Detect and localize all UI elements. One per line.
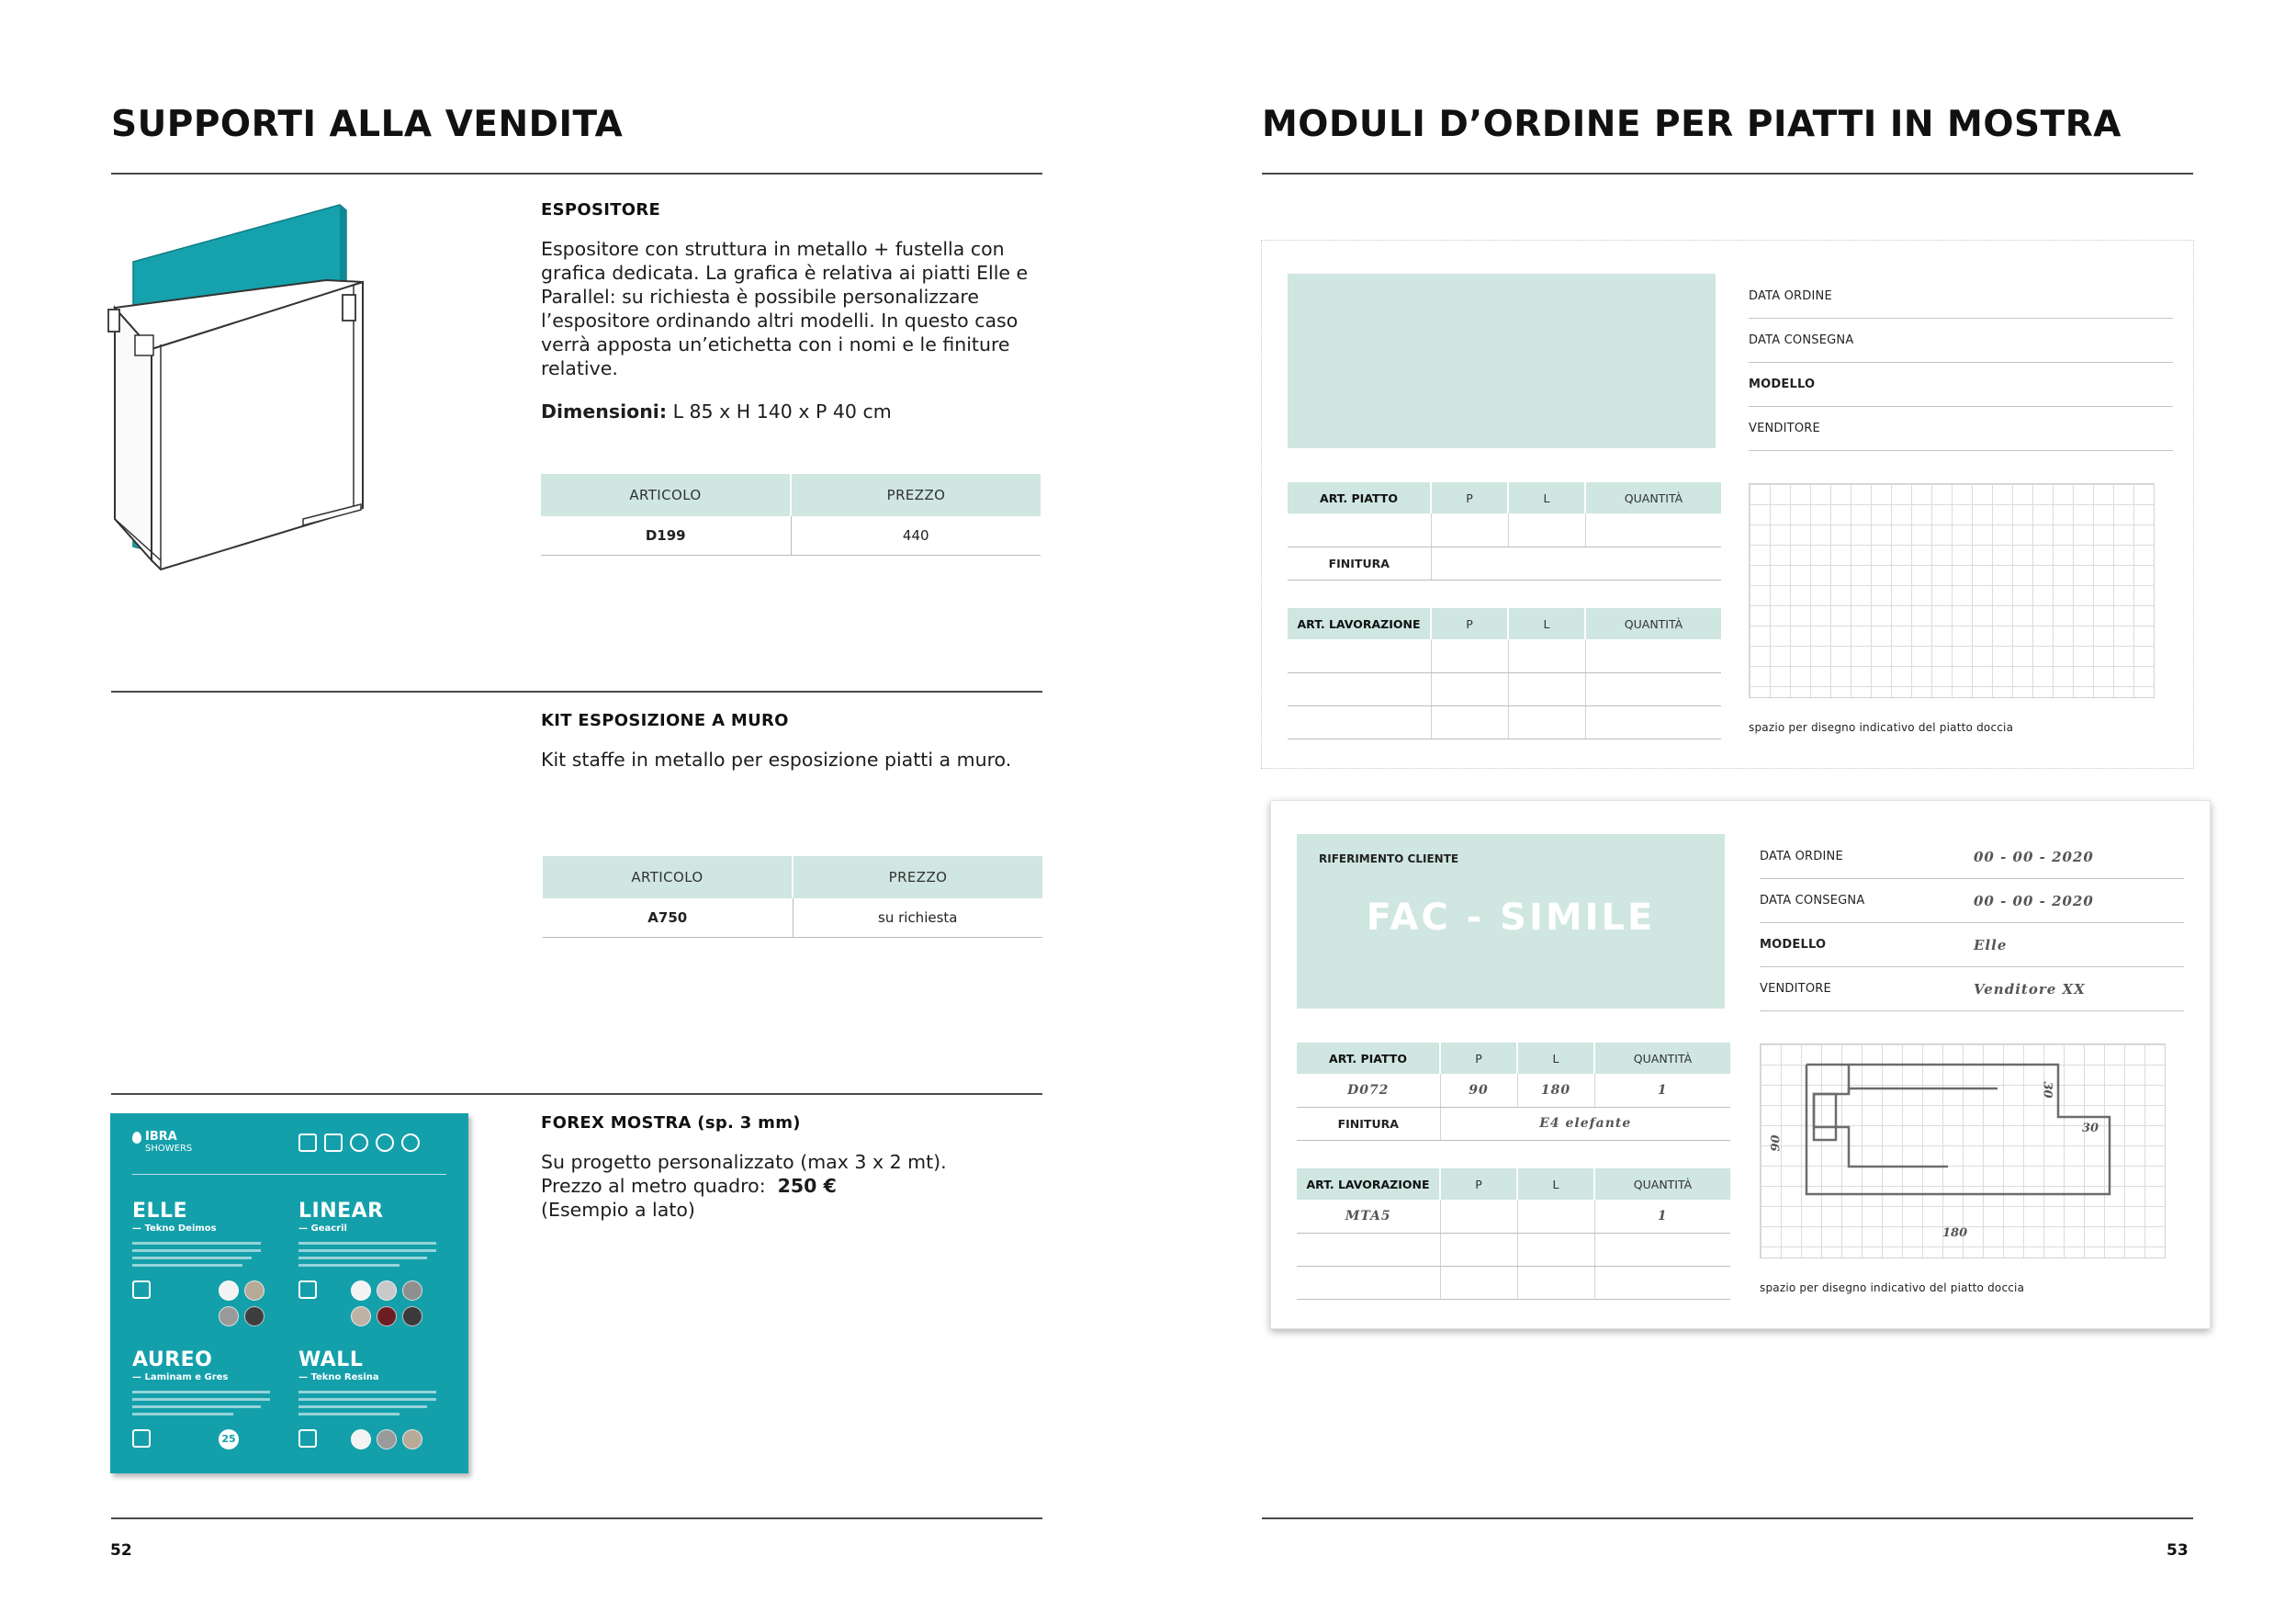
feature-icon bbox=[350, 1133, 368, 1152]
forex-price-value: 250 € bbox=[777, 1175, 837, 1197]
lavorazione-quantita: 1 bbox=[1657, 1208, 1668, 1224]
table-cell bbox=[1431, 705, 1508, 739]
color-swatch bbox=[351, 1280, 371, 1301]
poster-panel-wall-sub: — Tekno Resina bbox=[298, 1372, 379, 1382]
finitura-value: E4 elefante bbox=[1539, 1116, 1632, 1131]
table-cell bbox=[1288, 672, 1431, 705]
grid-caption: spazio per disegno indicativo del piatto doccia bbox=[1749, 721, 2014, 734]
warranty-badge: 25 bbox=[219, 1429, 239, 1449]
field-label-venditore: VENDITORE bbox=[1749, 422, 1820, 435]
forex-line-2 bbox=[541, 1174, 1037, 1198]
color-swatch bbox=[402, 1429, 422, 1449]
color-swatch bbox=[351, 1306, 371, 1326]
table-row bbox=[1288, 513, 1721, 547]
field-label-data-consegna: DATA CONSEGNA bbox=[1749, 333, 1854, 347]
poster-panel-wall-title: WALL bbox=[298, 1348, 364, 1371]
header-quantita: QUANTITÀ bbox=[1585, 482, 1721, 513]
articolo-code: D199 bbox=[541, 516, 791, 555]
field-line bbox=[1760, 922, 2184, 923]
table-cell bbox=[1585, 672, 1721, 705]
header-p: P bbox=[1440, 1168, 1517, 1200]
footer-rule bbox=[111, 1517, 1042, 1519]
material-icon bbox=[298, 1280, 317, 1299]
espositore-dimensions bbox=[541, 400, 1037, 423]
table-row bbox=[1297, 1107, 1730, 1140]
table-cell bbox=[1594, 1266, 1730, 1299]
color-swatch bbox=[351, 1429, 371, 1449]
poster-text-line bbox=[132, 1249, 261, 1252]
table-cell bbox=[1431, 672, 1508, 705]
color-swatch bbox=[244, 1306, 264, 1326]
color-swatch bbox=[377, 1306, 397, 1326]
field-value-modello: Elle bbox=[1974, 937, 2008, 953]
poster-text-line bbox=[132, 1257, 252, 1259]
espositore-heading: ESPOSITORE bbox=[541, 200, 661, 220]
footer-rule bbox=[1262, 1517, 2193, 1519]
header-art-lavorazione: ART. LAVORAZIONE bbox=[1297, 1168, 1440, 1200]
table-row bbox=[1297, 1200, 1730, 1233]
finitura-label: FINITURA bbox=[1297, 1107, 1440, 1140]
left-page-title: SUPPORTI ALLA VENDITA bbox=[111, 104, 624, 145]
field-label-modello: MODELLO bbox=[1760, 938, 1827, 952]
espositore-price-table bbox=[541, 474, 1041, 556]
table-cell bbox=[1517, 1233, 1594, 1266]
kit-description: Kit staffe in metallo per esposizione piatti a muro. bbox=[541, 749, 1012, 771]
poster-brand: IBRA bbox=[145, 1130, 177, 1144]
right-page-title: MODULI D’ORDINE PER PIATTI IN MOSTRA bbox=[1262, 104, 2122, 145]
table-cell bbox=[1585, 705, 1721, 739]
lavorazione-qty-cell bbox=[1594, 1200, 1730, 1233]
table-header-articolo: ARTICOLO bbox=[543, 856, 793, 898]
table-cell bbox=[1594, 1233, 1730, 1266]
finitura-value bbox=[1431, 547, 1721, 580]
header-quantita: QUANTITÀ bbox=[1594, 1168, 1730, 1200]
field-line bbox=[1749, 450, 2173, 451]
drop-logo-icon bbox=[132, 1132, 141, 1144]
table-cell bbox=[1288, 639, 1431, 672]
poster-text-line bbox=[132, 1391, 270, 1393]
poster-text-line bbox=[132, 1398, 270, 1401]
header-art-piatto: ART. PIATTO bbox=[1297, 1043, 1440, 1074]
feature-icon bbox=[298, 1133, 317, 1152]
forex-line-3: (Esempio a lato) bbox=[541, 1199, 695, 1221]
table-cell bbox=[1508, 513, 1585, 547]
table-cell bbox=[1508, 639, 1585, 672]
poster-text-line bbox=[298, 1405, 427, 1408]
material-icon bbox=[132, 1280, 151, 1299]
lavorazione-code: MTA5 bbox=[1345, 1208, 1391, 1224]
table-cell bbox=[1517, 1266, 1594, 1299]
field-line bbox=[1760, 1010, 2184, 1011]
poster-text-line bbox=[132, 1242, 261, 1245]
piatto-l: 180 bbox=[1540, 1082, 1571, 1098]
espositore-illustration bbox=[106, 197, 372, 579]
table-cell bbox=[1440, 1266, 1517, 1299]
header-l: L bbox=[1508, 608, 1585, 639]
poster-panel-linear-title: LINEAR bbox=[298, 1200, 384, 1223]
field-label-venditore: VENDITORE bbox=[1760, 982, 1831, 996]
field-label-data-consegna: DATA CONSEGNA bbox=[1760, 894, 1865, 908]
table-cell bbox=[1431, 639, 1508, 672]
dimension-label-top: 30 bbox=[2040, 1081, 2054, 1099]
table-cell bbox=[1440, 1233, 1517, 1266]
poster-panel-elle-sub: — Tekno Deimos bbox=[132, 1224, 217, 1234]
forex-line-1: Su progetto personalizzato (max 3 x 2 mt). bbox=[541, 1151, 947, 1173]
poster-text-line bbox=[298, 1257, 427, 1259]
prezzo-value: 440 bbox=[791, 516, 1041, 555]
table-header-articolo: ARTICOLO bbox=[541, 474, 791, 516]
drawing-grid bbox=[1760, 1043, 2166, 1258]
poster-panel-linear-sub: — Geacril bbox=[298, 1224, 347, 1234]
articolo-code: A750 bbox=[543, 898, 793, 937]
field-line bbox=[1760, 966, 2184, 967]
art-piatto-table bbox=[1288, 482, 1721, 581]
table-cell bbox=[1297, 1266, 1440, 1299]
table-header-prezzo: PREZZO bbox=[793, 856, 1042, 898]
header-quantita: QUANTITÀ bbox=[1585, 608, 1721, 639]
field-value-data-ordine: 00 - 00 - 2020 bbox=[1974, 849, 2094, 865]
table-cell bbox=[1288, 705, 1431, 739]
poster-text-line bbox=[298, 1264, 400, 1267]
piatto-qty-cell bbox=[1594, 1074, 1730, 1107]
table-cell bbox=[1585, 639, 1721, 672]
table-row bbox=[1288, 705, 1721, 739]
grid-caption: spazio per disegno indicativo del piatto doccia bbox=[1760, 1281, 2025, 1294]
dimensions-label: Dimensioni: bbox=[541, 400, 668, 423]
client-reference-box bbox=[1297, 834, 1725, 1009]
client-reference-box bbox=[1288, 274, 1716, 448]
header-p: P bbox=[1440, 1043, 1517, 1074]
color-swatch bbox=[219, 1280, 239, 1301]
table-row bbox=[1297, 1074, 1730, 1107]
sample-order-form bbox=[1270, 800, 2211, 1329]
kit-heading: KIT ESPOSIZIONE A MURO bbox=[541, 711, 789, 730]
fac-simile-watermark: FAC - SIMILE bbox=[1366, 897, 1656, 939]
poster-panel-aureo-title: AUREO bbox=[132, 1348, 213, 1371]
color-swatch bbox=[377, 1429, 397, 1449]
poster-text-line bbox=[298, 1398, 436, 1401]
field-line bbox=[1749, 318, 2173, 319]
piatto-quantita: 1 bbox=[1657, 1082, 1668, 1098]
section-divider bbox=[111, 1093, 1042, 1095]
poster-text-line bbox=[132, 1413, 233, 1415]
poster-text-line bbox=[132, 1405, 261, 1408]
field-line bbox=[1749, 406, 2173, 407]
page-number-left: 52 bbox=[110, 1541, 132, 1560]
feature-icon bbox=[401, 1133, 420, 1152]
color-swatch bbox=[402, 1306, 422, 1326]
header-l: L bbox=[1517, 1168, 1594, 1200]
feature-icon bbox=[324, 1133, 343, 1152]
forex-heading: FOREX MOSTRA (sp. 3 mm) bbox=[541, 1113, 801, 1133]
table-cell bbox=[1585, 513, 1721, 547]
table-row bbox=[1288, 639, 1721, 672]
art-lavorazione-table bbox=[1288, 608, 1721, 739]
page-number-right: 53 bbox=[2167, 1541, 2189, 1560]
color-swatch bbox=[402, 1280, 422, 1301]
poster-text-line bbox=[298, 1242, 436, 1245]
poster-text-line bbox=[132, 1264, 242, 1267]
prezzo-value: su richiesta bbox=[793, 898, 1042, 937]
field-line bbox=[1760, 878, 2184, 879]
forex-price-label: Prezzo al metro quadro: bbox=[541, 1175, 766, 1197]
material-icon bbox=[298, 1429, 317, 1448]
field-value-data-consegna: 00 - 00 - 2020 bbox=[1974, 893, 2094, 909]
header-art-piatto: ART. PIATTO bbox=[1288, 482, 1431, 513]
poster-brand-sub: SHOWERS bbox=[145, 1144, 193, 1154]
dimensions-value: L 85 x H 140 x P 40 cm bbox=[672, 400, 892, 423]
color-swatch bbox=[219, 1306, 239, 1326]
piatto-p: 90 bbox=[1469, 1082, 1489, 1098]
finitura-label: FINITURA bbox=[1288, 547, 1431, 580]
dimension-label-left: 90 bbox=[1769, 1134, 1784, 1152]
color-swatch bbox=[377, 1280, 397, 1301]
table-cell bbox=[1297, 1233, 1440, 1266]
header-p: P bbox=[1431, 482, 1508, 513]
piatto-code: D072 bbox=[1347, 1082, 1390, 1098]
espositore-description: Espositore con struttura in metallo + fustella con grafica dedicata. La grafica è relativa ai piatti Elle e Parallel: su richiesta è possibile personalizzare l’espositore ordinando altri modelli. In questo caso verrà apposta un’etichetta con i nomi e le finiture relative. bbox=[541, 238, 1029, 379]
finitura-value-cell bbox=[1440, 1107, 1730, 1140]
header-art-lavorazione: ART. LAVORAZIONE bbox=[1288, 608, 1431, 639]
table-cell bbox=[1288, 513, 1431, 547]
table-cell bbox=[1517, 1200, 1594, 1233]
art-lavorazione-table bbox=[1297, 1168, 1730, 1300]
poster-panel-elle-title: ELLE bbox=[132, 1200, 188, 1223]
piatto-code-cell bbox=[1297, 1074, 1440, 1107]
table-cell bbox=[1508, 705, 1585, 739]
poster-text-line bbox=[298, 1249, 436, 1252]
field-line bbox=[1749, 362, 2173, 363]
table-row bbox=[541, 516, 1041, 555]
color-swatch bbox=[244, 1280, 264, 1301]
client-reference-label: RIFERIMENTO CLIENTE bbox=[1319, 852, 1459, 865]
blank-order-form bbox=[1261, 240, 2194, 769]
lavorazione-code-cell bbox=[1297, 1200, 1440, 1233]
table-row bbox=[1297, 1266, 1730, 1299]
table-cell bbox=[1431, 513, 1508, 547]
table-cell bbox=[1440, 1200, 1517, 1233]
drawing-grid bbox=[1749, 483, 2155, 698]
poster-panel-aureo-sub: — Laminam e Gres bbox=[132, 1372, 229, 1382]
piatto-l-cell bbox=[1517, 1074, 1594, 1107]
title-rule bbox=[1262, 173, 2193, 175]
header-l: L bbox=[1517, 1043, 1594, 1074]
header-quantita: QUANTITÀ bbox=[1594, 1043, 1730, 1074]
dimension-label-bottom: 180 bbox=[1942, 1226, 1968, 1240]
header-p: P bbox=[1431, 608, 1508, 639]
field-label-modello: MODELLO bbox=[1749, 378, 1816, 391]
dimension-label-right: 30 bbox=[2082, 1122, 2099, 1135]
kit-price-table bbox=[543, 856, 1042, 938]
section-divider bbox=[111, 691, 1042, 693]
field-label-data-ordine: DATA ORDINE bbox=[1760, 850, 1843, 863]
table-row bbox=[1288, 672, 1721, 705]
material-icon bbox=[132, 1429, 151, 1448]
forex-poster bbox=[110, 1113, 468, 1473]
poster-divider bbox=[132, 1174, 446, 1175]
title-rule bbox=[111, 173, 1042, 175]
table-row bbox=[1297, 1233, 1730, 1266]
poster-text-line bbox=[298, 1391, 436, 1393]
poster-text-line bbox=[298, 1413, 400, 1415]
piatto-p-cell bbox=[1440, 1074, 1517, 1107]
table-row bbox=[1288, 547, 1721, 580]
header-l: L bbox=[1508, 482, 1585, 513]
table-header-prezzo: PREZZO bbox=[791, 474, 1041, 516]
feature-icon bbox=[376, 1133, 394, 1152]
field-label-data-ordine: DATA ORDINE bbox=[1749, 289, 1832, 303]
table-row bbox=[543, 898, 1042, 937]
art-piatto-table bbox=[1297, 1043, 1730, 1141]
table-cell bbox=[1508, 672, 1585, 705]
field-value-venditore: Venditore XX bbox=[1974, 981, 2086, 998]
